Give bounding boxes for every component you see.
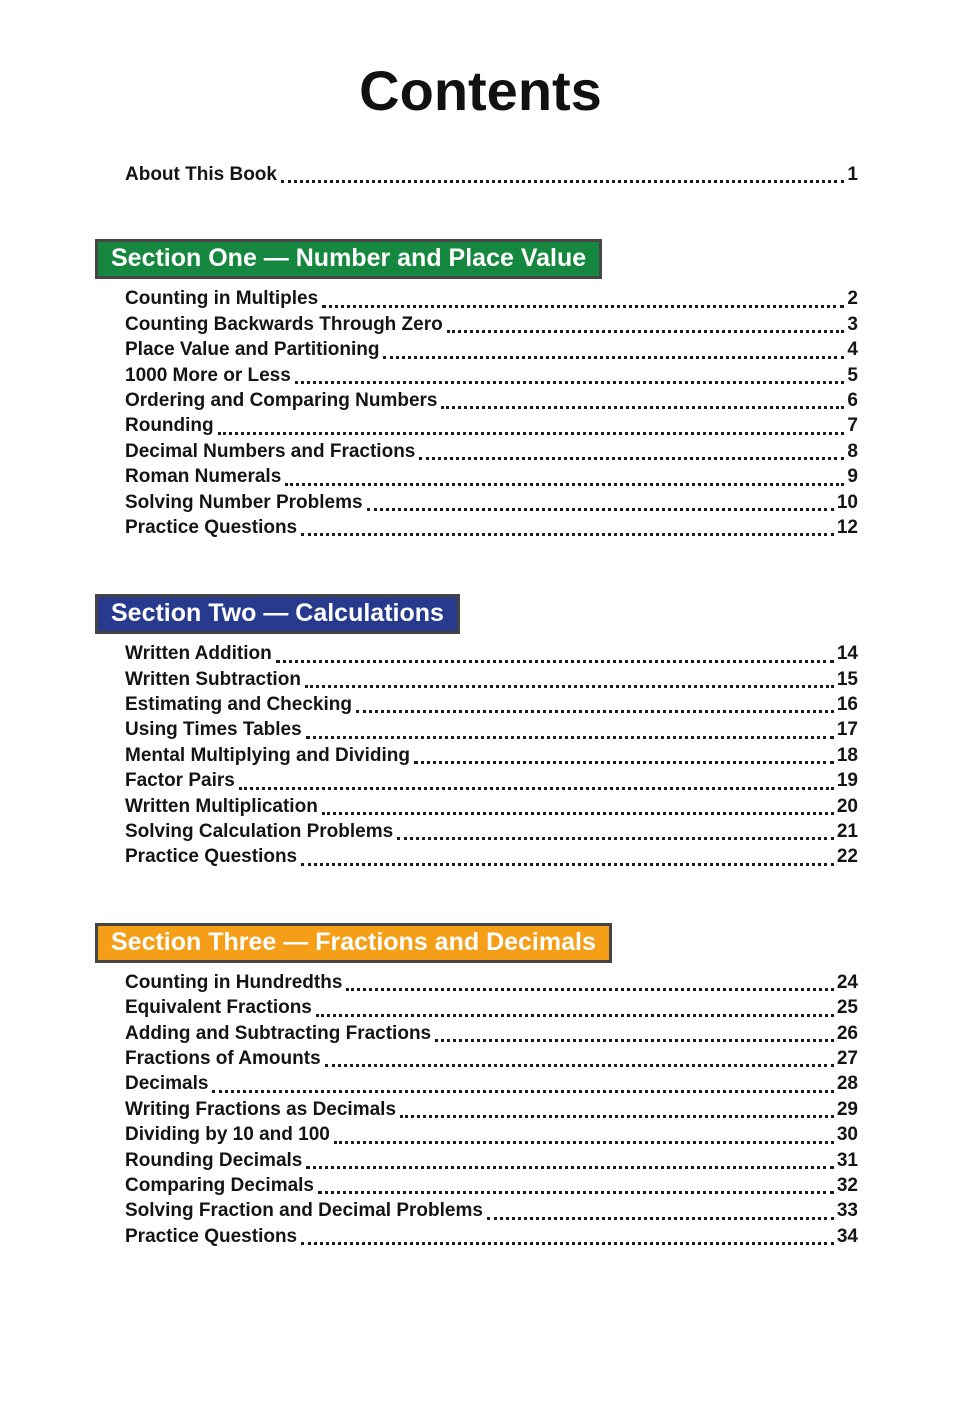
toc-entry-page: 32 <box>836 1174 858 1196</box>
toc-entry <box>125 1226 858 1251</box>
toc-entry-label: Rounding <box>125 415 214 437</box>
toc-entry-page: 30 <box>836 1124 858 1146</box>
toc-entry <box>125 390 858 415</box>
toc-entry-page: 15 <box>836 668 858 690</box>
toc-entry-page: 1 <box>847 164 858 185</box>
toc-entry-page: 9 <box>847 466 858 488</box>
toc-entry-label: Solving Calculation Problems <box>125 821 394 843</box>
toc-entry-label: Decimals <box>125 1073 209 1095</box>
toc-entry-label: Comparing Decimals <box>125 1174 314 1196</box>
toc-entry <box>125 770 858 795</box>
leader-dots <box>306 736 834 739</box>
toc-entry-page: 7 <box>847 415 858 437</box>
toc-entry <box>125 846 858 871</box>
toc-entry <box>125 1200 858 1225</box>
section-one-entries <box>125 288 858 542</box>
section-one-banner: Section One — Number and Place Value <box>95 239 602 279</box>
leader-dots <box>356 710 834 713</box>
leader-dots <box>285 483 844 486</box>
toc-entry-label: Counting in Hundredths <box>125 971 343 993</box>
toc-entry-page: 14 <box>836 643 858 665</box>
toc-entry-page: 4 <box>847 339 858 361</box>
toc-entry-label: Written Multiplication <box>125 795 318 817</box>
toc-entry-label: Roman Numerals <box>125 466 282 488</box>
toc-entry-page: 19 <box>836 770 858 792</box>
leader-dots <box>322 305 844 308</box>
toc-entry-page: 3 <box>847 313 858 335</box>
leader-dots <box>218 432 845 435</box>
toc-entry-label: Fractions of Amounts <box>125 1047 321 1069</box>
leader-dots <box>383 356 844 359</box>
page-title: Contents <box>359 59 602 122</box>
toc-entry <box>125 492 858 517</box>
toc-entry-label: Place Value and Partitioning <box>125 339 380 361</box>
leader-dots <box>301 533 834 536</box>
toc-entry-label: About This Book <box>125 164 277 185</box>
leader-dots <box>400 1115 834 1118</box>
toc-entry-page: 31 <box>836 1149 858 1171</box>
leader-dots <box>239 787 834 790</box>
toc-entry <box>125 745 858 770</box>
toc-entry-label: Equivalent Fractions <box>125 997 312 1019</box>
toc-entry-page: 21 <box>836 821 858 843</box>
toc-entry <box>125 1124 858 1149</box>
toc-entry-label: Solving Fraction and Decimal Problems <box>125 1200 483 1222</box>
toc-entry <box>125 669 858 694</box>
section-three-banner: Section Three — Fractions and Decimals <box>95 923 612 963</box>
toc-entry-page: 29 <box>836 1098 858 1120</box>
toc-entry-page: 27 <box>836 1047 858 1069</box>
leader-dots <box>306 1166 834 1169</box>
leader-dots <box>435 1039 834 1042</box>
toc-entry-page: 5 <box>847 364 858 386</box>
toc-entry-page: 28 <box>836 1073 858 1095</box>
leader-dots <box>318 1191 834 1194</box>
toc-entry-label: Counting in Multiples <box>125 288 319 310</box>
toc-entry <box>125 972 858 997</box>
toc-entry <box>125 997 858 1022</box>
toc-entry <box>125 466 858 491</box>
leader-dots <box>447 330 845 333</box>
leader-dots <box>414 761 834 764</box>
toc-entry-page: 2 <box>847 288 858 310</box>
toc-entry <box>125 365 858 390</box>
leader-dots <box>281 180 844 183</box>
leader-dots <box>325 1064 834 1067</box>
toc-entry-label: Rounding Decimals <box>125 1149 303 1171</box>
leader-dots <box>305 685 834 688</box>
toc-entry-label: Adding and Subtracting Fractions <box>125 1022 432 1044</box>
leader-dots <box>441 406 844 409</box>
leader-dots <box>276 660 834 663</box>
toc-entry-page: 26 <box>836 1022 858 1044</box>
toc-entry-label: Written Addition <box>125 643 272 665</box>
toc-entry <box>125 1099 858 1124</box>
toc-entry-page: 24 <box>836 971 858 993</box>
leader-dots <box>316 1014 834 1017</box>
toc-entry <box>125 796 858 821</box>
toc-entry-label: Factor Pairs <box>125 770 235 792</box>
toc-entry-label: Counting Backwards Through Zero <box>125 313 443 335</box>
section-two-banner: Section Two — Calculations <box>95 594 460 634</box>
toc-entry-label: Practice Questions <box>125 1225 298 1247</box>
toc-entry <box>125 1073 858 1098</box>
toc-entry <box>125 1150 858 1175</box>
toc-entry-page: 18 <box>836 744 858 766</box>
toc-entry <box>125 517 858 542</box>
toc-entry-label: Dividing by 10 and 100 <box>125 1124 330 1146</box>
leader-dots <box>487 1217 834 1220</box>
toc-entry <box>125 643 858 668</box>
section-two-entries <box>125 643 858 872</box>
leader-dots <box>301 1242 834 1245</box>
section-three-entries <box>125 972 858 1251</box>
leader-dots <box>301 863 834 866</box>
leader-dots <box>212 1090 833 1093</box>
toc-entry <box>125 821 858 846</box>
toc-entry <box>125 694 858 719</box>
toc-entry-label: Using Times Tables <box>125 719 302 741</box>
leader-dots <box>419 457 844 460</box>
toc-entry <box>125 415 858 440</box>
toc-entry-label: Writing Fractions as Decimals <box>125 1098 397 1120</box>
toc-entry <box>125 314 858 339</box>
toc-entry <box>125 441 858 466</box>
leader-dots <box>346 988 833 991</box>
toc-entry <box>125 1023 858 1048</box>
toc-entry-page: 8 <box>847 440 858 462</box>
toc-entry-page: 6 <box>847 389 858 411</box>
leader-dots <box>367 508 834 511</box>
leader-dots <box>397 837 834 840</box>
toc-entry-label: Estimating and Checking <box>125 694 352 716</box>
toc-entry <box>125 1175 858 1200</box>
toc-entry-label: Decimal Numbers and Fractions <box>125 440 416 462</box>
toc-entry-label: Practice Questions <box>125 846 298 868</box>
toc-entry-label: Practice Questions <box>125 516 298 538</box>
toc-entry-page: 12 <box>836 516 858 538</box>
toc-entry-page: 22 <box>836 846 858 868</box>
toc-entry-label: 1000 More or Less <box>125 364 291 386</box>
toc-entry-label: Written Subtraction <box>125 668 301 690</box>
toc-entry <box>125 719 858 744</box>
toc-entry-page: 34 <box>836 1225 858 1247</box>
leader-dots <box>334 1141 834 1144</box>
toc-entry-label: Ordering and Comparing Numbers <box>125 389 438 411</box>
leader-dots <box>295 381 845 384</box>
toc-entry-page: 16 <box>836 694 858 716</box>
toc-entry-label: Solving Number Problems <box>125 491 363 513</box>
toc-entry <box>125 1048 858 1073</box>
leader-dots <box>322 812 834 815</box>
toc-entry-page: 25 <box>836 997 858 1019</box>
toc-entry-page: 17 <box>836 719 858 741</box>
toc-entry <box>125 288 858 313</box>
toc-entry-label: Mental Multiplying and Dividing <box>125 744 410 766</box>
toc-entry <box>125 339 858 364</box>
toc-entry-page: 10 <box>836 491 858 513</box>
toc-entry-page: 33 <box>836 1200 858 1222</box>
toc-entry-about-this-book <box>125 164 858 189</box>
toc-entry-page: 20 <box>836 795 858 817</box>
